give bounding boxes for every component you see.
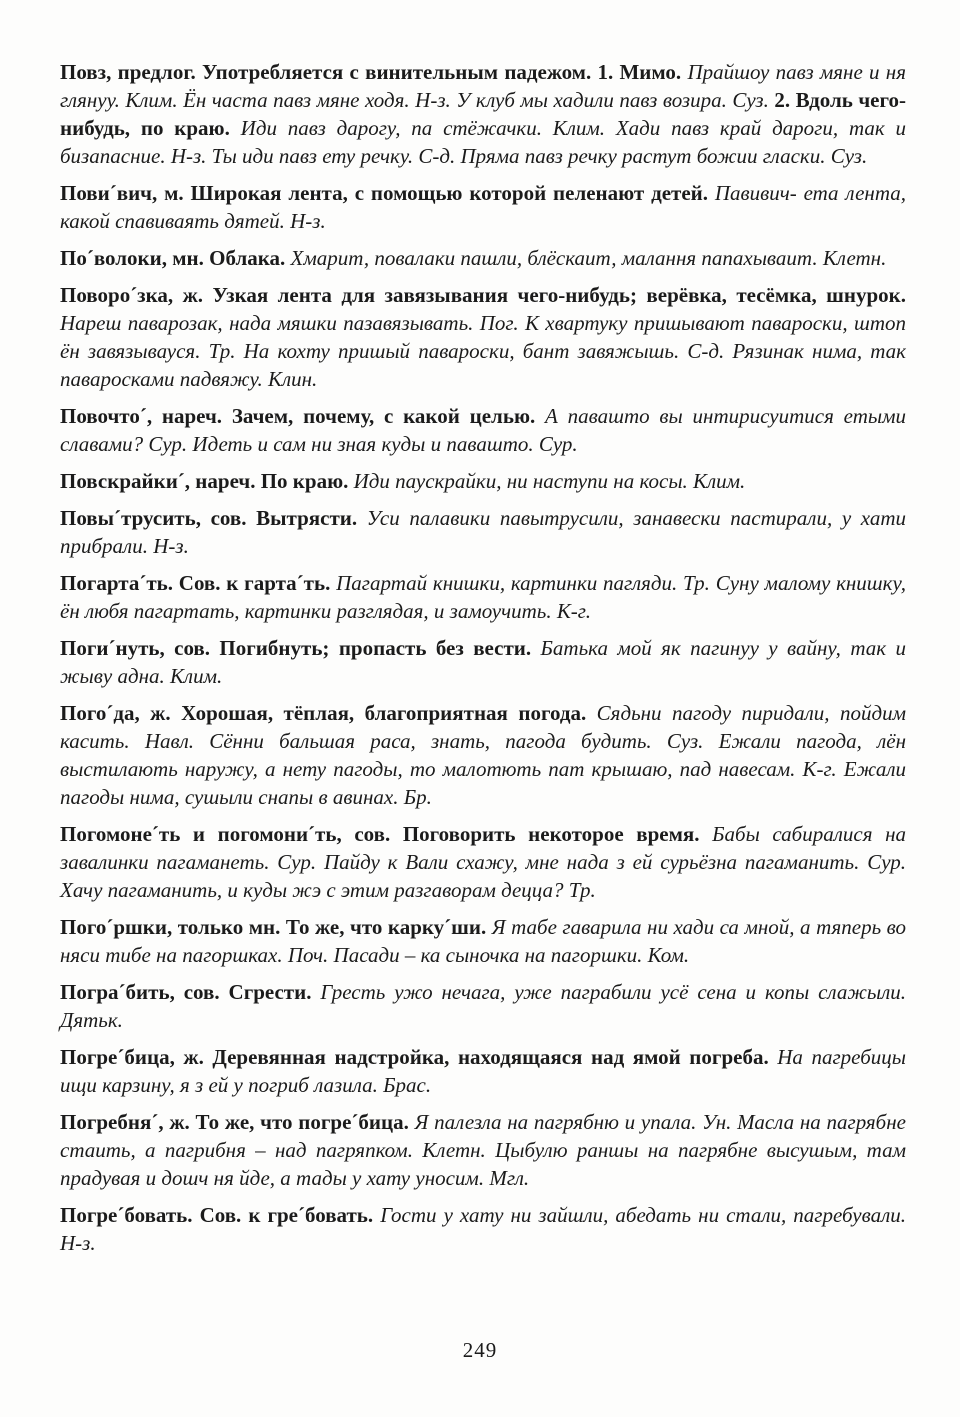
entry-example-text: Хмарит, повалаки пашли, блёскаит, малання папахываит. Клетн. [290, 246, 887, 270]
entry-example-text: На пагребицы ищи карзину, я з ей у погриб лазила. Брас. [60, 1045, 906, 1097]
dictionary-entry [60, 699, 906, 811]
dictionary-entry [60, 913, 906, 969]
entry-example-text: Пагартай книшки, картинки пагляди. Тр. Суну малому книшку, ён любя пагартать, картинки разглядая, и замоучить. К-г. [60, 571, 907, 623]
dictionary-entry [60, 244, 906, 272]
entry-example-text: Гресть ужо нечага, уже паграбили усё сена и копы слажыли. Дятьк. [60, 980, 906, 1032]
entry-example-text: Иди паускрайки, ни наступи на косы. Клим. [353, 469, 746, 493]
entry-example-text: Нареш паварозак, нада мяшки пазавязывать. Пог. К хвартуку пришывают павароски, штоп ён завязывауся. Тр. На кохту пришый павароски, бант завяжышь. С-д. Рязинак нима, так паваросками падвяжу. Клин. [60, 311, 906, 391]
entry-head-text: Повз, предлог. Употребляется с винительным падежом. 1. Мимо. [60, 60, 688, 84]
dictionary-entry [60, 634, 906, 690]
entry-head-text: Пого´да, ж. Хорошая, тёплая, благоприятная погода. [60, 701, 597, 725]
dictionary-entry [60, 978, 906, 1034]
dictionary-entry [60, 58, 906, 170]
dictionary-entry [60, 504, 906, 560]
entry-head-text: Погре´бица, ж. Деревянная надстройка, находящаяся над ямой погреба. [60, 1045, 778, 1069]
entry-head-text: Погре´бовать. Сов. к гре´бовать. [60, 1203, 381, 1227]
dictionary-entry [60, 820, 906, 904]
entry-example-text: Гости у хату ни зайшли, абедать ни стали, пагребували. Н-з. [60, 1203, 907, 1255]
dictionary-entry [60, 179, 906, 235]
entry-head-text: Поворо´зка, ж. Узкая лента для завязывания чего-нибудь; верёвка, тесёмка, шнурок. [60, 283, 906, 307]
entry-head-text: Повочто´, нареч. Зачем, почему, с какой целью. [60, 404, 546, 428]
page-number: 249 [462, 1338, 498, 1362]
entry-head-text: Пого´ршки, только мн. То же, что карку´ши. [60, 915, 492, 939]
dictionary-entry [60, 1043, 906, 1099]
entry-example-text: Уси палавики павытрусили, занавески пастирали, у хати прибрали. Н-з. [60, 506, 906, 558]
entry-example-text: Я палезла на пагрябню и упала. Ун. Масла на пагрябне стаить, а пагрибня – над пагряпком. Клетн. Цыбулю раншы на пагрябне высушым, там прадувая и дошч ня йде, а тады у хату уносим. Мгл. [60, 1110, 906, 1190]
entry-head-text: Погребня´, ж. То же, что погре´бица. [60, 1110, 415, 1134]
entry-example-text: Павивич- ета лента, какой спавиваять дятей. Н-з. [60, 181, 906, 233]
entry-head-text: По´волоки, мн. Облака. [60, 246, 291, 270]
entry-example-text: Батька мой як пагинуу у вайну, так и жыву адна. Клим. [60, 636, 906, 688]
entry-head-text: Поги´нуть, сов. Погибнуть; пропасть без вести. [60, 636, 541, 660]
dictionary-entry [60, 1108, 906, 1192]
dictionary-entry [60, 281, 906, 393]
entry-head-text: Повы´трусить, сов. Вытрясти. [60, 506, 367, 530]
entry-example-text: Я табе гаварила ни хади са мной, а тяперь во няси тибе на пагоршках. Поч. Пасади – ка сыночка на пагоршки. Ком. [60, 915, 906, 967]
dictionary-entry [60, 569, 906, 625]
entry-head-text: Повскрайки´, нареч. По краю. [60, 469, 354, 493]
entry-example-text: А павашто вы интирисуитися етыми славами? Сур. Идеть и сам ни зная куды и павашто. Сур. [60, 404, 906, 456]
entry-head-text: Пови´вич, м. Широкая лента, с помощью которой пеленают детей. [60, 181, 715, 205]
dictionary-entry [60, 467, 906, 495]
entry-head-text: Погра´бить, сов. Сгрести. [60, 980, 321, 1004]
entry-example-text: Прайшоу павз мяне и ня глянуу. Клим. Ён часта павз мяне ходя. Н-з. У клуб мы хадили павз возира. Суз. [60, 60, 906, 112]
entry-head-text: Погомоне´ть и погомони´ть, сов. Поговорить некоторое время. [60, 822, 713, 846]
entry-example-text: Сядьни пагоду пиридали, пойдим касить. Навл. Сённи бальшая раса, знать, пагода будить. Суз. Ежали пагода, лён выстилають наружу, а нету пагоды, то малотють пат крышаю, пад навесам. К-г. Ежали пагоды нима, сушыли снапы в авинах. Бр. [60, 701, 906, 809]
dictionary-page-text-block [60, 58, 906, 1266]
entry-example-text: Иди павз дарогу, па стёжачки. Клим. Хади павз край дароги, так и бизапасние. Н-з. Ты иди павз ету речку. С-д. Пряма павз речку растут божии гласки. Суз. [60, 116, 906, 168]
entry-head-text: Погарта´ть. Сов. к гарта´ть. [60, 571, 337, 595]
dictionary-entry [60, 402, 906, 458]
entry-example-text: Бабы сабиралися на завалинки пагаманеть. Сур. Пайду к Вали схажу, мне нада з ей сурьёзна пагаманить. Сур. Хачу пагаманить, и куды жэ с этим разгаворам децца? Тр. [60, 822, 906, 902]
entry-head-text: 2. Вдоль чего-нибудь, по краю. [60, 88, 906, 140]
dictionary-entry [60, 1201, 906, 1257]
